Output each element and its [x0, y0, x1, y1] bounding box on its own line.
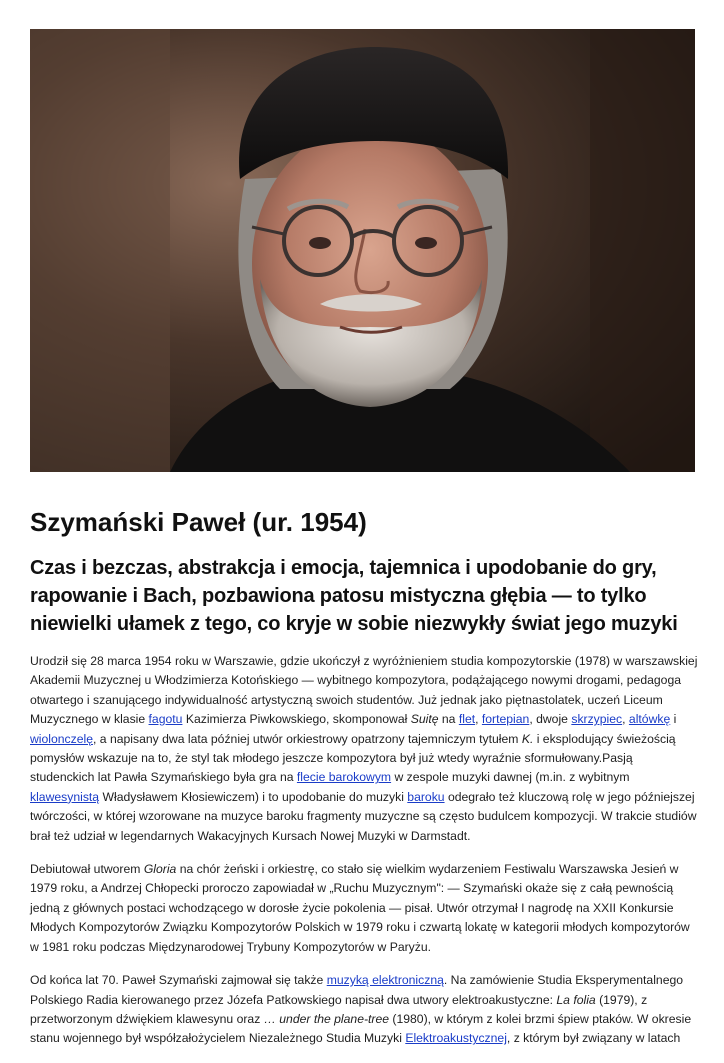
text: Władysławem Kłosiewiczem) i to upodobanie do muzyki — [99, 789, 408, 804]
text: (1979), z przetworzonym dźwiękiem klawesynu oraz — [30, 992, 648, 1026]
text: . Na zamówienie Studia Eksperymentalnego Polskiego Radia kierowanego przez Józefa Patkowskiego napisał dwa utwory elektroakustyczne: — [30, 973, 684, 1007]
link-skrzypiec[interactable]: skrzypiec — [571, 712, 623, 727]
portrait-image — [30, 29, 695, 472]
text: Debiutował utworem — [30, 862, 144, 877]
link-muzyka-elektroniczna[interactable]: muzyką elektroniczną — [326, 973, 444, 988]
link-altowke[interactable]: altówkę — [628, 712, 671, 727]
italic-title: Suitę — [410, 712, 439, 727]
link-elektroakustycznej[interactable]: Elektroakustycznej — [405, 1031, 507, 1046]
text: na — [438, 712, 459, 727]
portrait-photo — [30, 29, 695, 472]
link-klawesynista[interactable]: klawesynistą — [30, 789, 100, 804]
text: Od końca lat 70. Paweł Szymański zajmował się także — [30, 973, 327, 988]
italic-title: Gloria — [143, 862, 177, 877]
text: , dwoje — [529, 712, 572, 727]
link-baroku[interactable]: baroku — [407, 789, 445, 804]
italic-title: … under the plane-tree — [263, 1011, 390, 1026]
text: , — [475, 712, 482, 727]
text: (1980), w którym z kolei brzmi śpiew ptaków. W okresie stanu wojennego był współzałożycielem Niezależnego Studia Muzyki — [30, 1011, 692, 1046]
link-flecie-barokowym[interactable]: flecie barokowym — [296, 770, 392, 785]
text: odegrało też kluczową rolę w jego późniejszej twórczości, w której wzorowane na muzyce baroku fragmenty muzyczne są często budulcem kompozycji. W trakcie studiów brał też udział w legendarnych Wakacyjnych Kursach Nowej Muzyki w Darmstadt. — [30, 789, 697, 843]
link-fagotu[interactable]: fagotu — [148, 712, 183, 727]
text: i eksplodujący świeżością pomysłów wskazuje na to, że styl tak młodego jeszcze kompozytora był już wtedy wyraźnie sformułowany.Pasją studenckich lat Pawła Szymańskiego była gra na — [30, 731, 676, 785]
article-body — [30, 652, 698, 1063]
italic-title: La folia — [556, 992, 596, 1007]
text: Urodził się 28 marca 1954 roku w Warszawie, gdzie ukończył z wyróżnieniem studia kompozytorskie (1978) w warszawskiej Akademii Muzycznej u Włodzimierza Kotońskiego — wybitnego kompozytora, podążającego nowymi drogami, pedagoga otwartego i szanującego indywidualność artystyczną swoich studentów. Już jednak jako piętnastolatek, uczeń Liceum Muzycznego w klasie — [30, 654, 698, 727]
paragraph-3 — [30, 971, 698, 1049]
text: Kazimierza Piwkowskiego, skomponował — [182, 712, 411, 727]
italic-title: K. — [521, 731, 534, 746]
text: , — [622, 712, 629, 727]
text: i — [670, 712, 677, 727]
text: , z którym był związany w latach — [506, 1031, 681, 1046]
link-flet[interactable]: flet — [458, 712, 476, 727]
lead-heading: Czas i bezczas, abstrakcja i emocja, tajemnica i upodobanie do gry, rapowanie i Bach, pozbawiona patosu mistyczna głębia — to tylko niewielki ułamek z tego, co kryje w sobie niezwykły świat jego muzyki — [30, 557, 678, 635]
paragraph-2 — [30, 860, 698, 957]
text: , a napisany dwa lata później utwór orkiestrowy opatrzony tajemniczym tytułem — [93, 731, 522, 746]
page-title: Szymański Paweł (ur. 1954) — [30, 507, 367, 537]
link-wiolonczele[interactable]: wiolonczelę — [30, 731, 94, 746]
text: w zespole muzyki dawnej (m.in. z wybitnym — [391, 770, 630, 785]
text: na chór żeński i orkiestrę, co stało się wielkim wydarzeniem Festiwalu Warszawska Jesień w 1979 roku, a Andrzej Chłopecki proroczo zapowiadał w „Ruchu Muzycznym": — Szymański okaże się z całą pewnością jedną z głównych postaci wchodzącego w dorosłe życie pokolenia — pisał. Utwór otrzymał I nagrodę na XXII Konkursie Młodych Kompozytorów Związku Kompozytorów Polskich w 1979 roku i czwartą lokatę w kategorii młodych kompozytorów w 1981 roku podczas Międzynarodowej Trybuny Kompozytorów w Paryżu. — [30, 862, 690, 954]
link-fortepian[interactable]: fortepian — [481, 712, 530, 727]
paragraph-1 — [30, 652, 698, 846]
